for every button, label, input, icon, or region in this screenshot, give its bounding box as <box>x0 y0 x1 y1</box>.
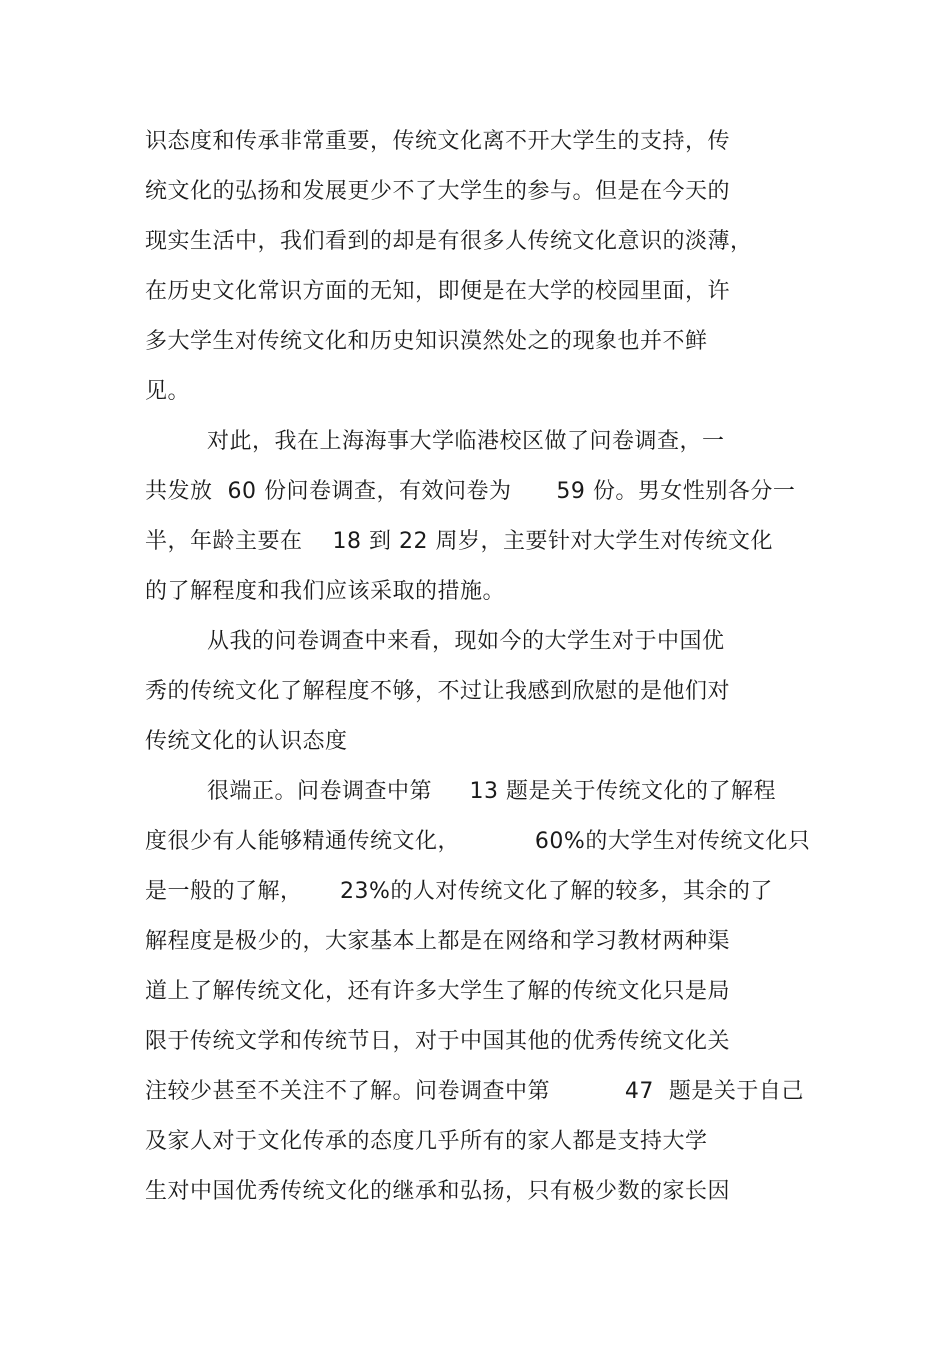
paragraph-3-line-3: 传统文化的认识态度 <box>145 729 348 754</box>
paragraph-4-line-4: 解程度是极少的，大家基本上都是在网络和学习教材两种渠 <box>145 929 731 954</box>
text-line-4: 在历史文化常识方面的无知，即便是在大学的校园里面，许 <box>145 279 731 304</box>
text-line-2: 统文化的弘扬和发展更少不了大学生的参与。但是在今天的 <box>145 179 731 204</box>
text-line-3: 现实生活中，我们看到的却是有很多人传统文化意识的淡薄， <box>145 229 753 254</box>
paragraph-4-line-5: 道上了解传统文化，还有许多大学生了解的传统文化只是局 <box>145 979 731 1004</box>
text-line-1: 识态度和传承非常重要，传统文化离不开大学生的支持，传 <box>145 129 731 154</box>
paragraph-2-line-1: 对此，我在上海海事大学临港校区做了问卷调查，一 <box>207 429 725 454</box>
paragraph-4-line-6: 限于传统文学和传统节日，对于中国其他的优秀传统文化关 <box>145 1029 731 1054</box>
paragraph-4-line-1: 很端正。问卷调查中第 13 题是关于传统文化的了解程 <box>207 779 776 804</box>
paragraph-3-line-1: 从我的问卷调查中来看，现如今的大学生对于中国优 <box>207 629 725 654</box>
text-line-6: 见。 <box>145 379 191 404</box>
paragraph-2-line-3: 半，年龄主要在 18 到 22 周岁，主要针对大学生对传统文化 <box>145 529 773 554</box>
paragraph-4-line-7: 注较少甚至不关注不了解。问卷调查中第 47 题是关于自己 <box>145 1079 804 1104</box>
paragraph-2-line-4: 的了解程度和我们应该采取的措施。 <box>145 579 506 604</box>
paragraph-4-line-2: 度很少有人能够精通传统文化， 60%的大学生对传统文化只 <box>145 829 811 854</box>
paragraph-4-line-3: 是一般的了解， 23%的人对传统文化了解的较多，其余的了 <box>145 879 773 904</box>
text-line-5: 多大学生对传统文化和历史知识漠然处之的现象也并不鲜 <box>145 329 708 354</box>
paragraph-4-line-8: 及家人对于文化传承的态度几乎所有的家人都是支持大学 <box>145 1129 708 1154</box>
paragraph-3-line-2: 秀的传统文化了解程度不够，不过让我感到欣慰的是他们对 <box>145 679 731 704</box>
paragraph-4-line-9: 生对中国优秀传统文化的继承和弘扬，只有极少数的家长因 <box>145 1179 731 1204</box>
paragraph-2-line-2: 共发放 60 份问卷调查，有效问卷为 59 份。男女性别各分一 <box>145 479 796 504</box>
